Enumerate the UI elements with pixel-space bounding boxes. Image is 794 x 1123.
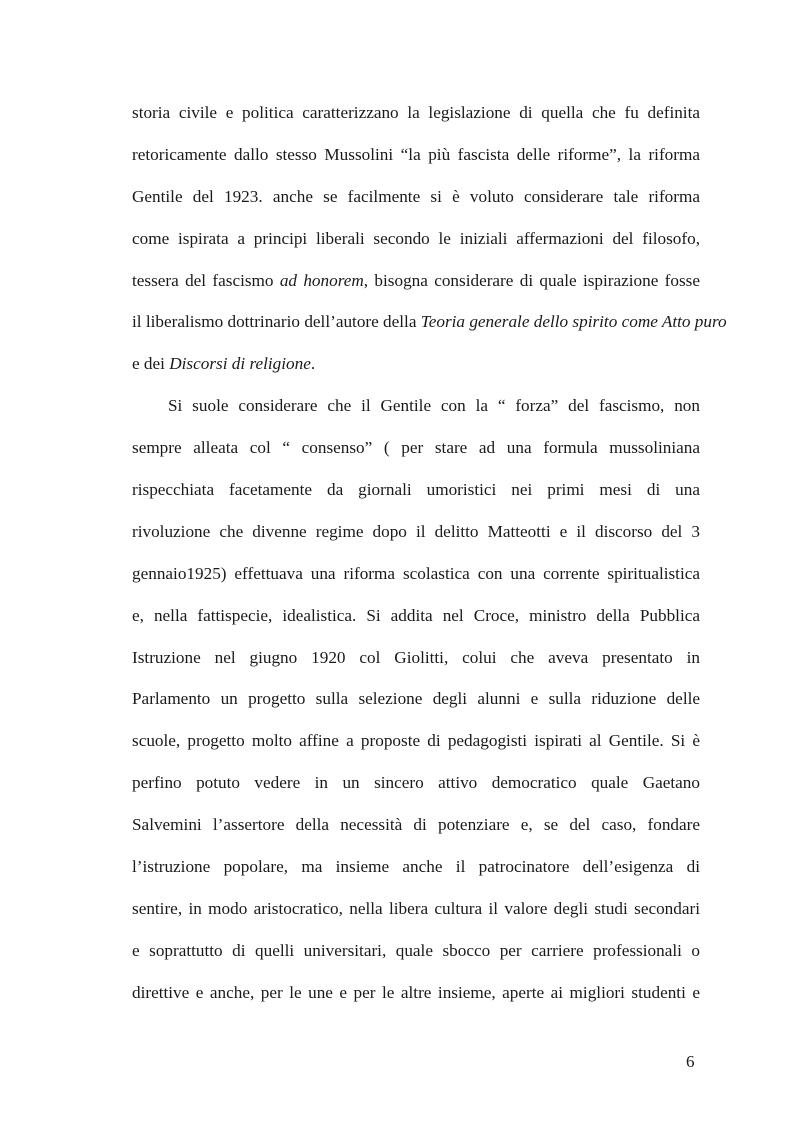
text-line: storia civile e politica caratterizzano la legislazione di quella che fu definita [132, 103, 700, 122]
paragraph-1 [132, 92, 727, 385]
text-span: tessera del fascismo [132, 270, 280, 290]
text-line: rispecchiata facetamente da giornali umoristici nei primi mesi di una [132, 480, 700, 500]
italic-phrase: ad honorem [279, 270, 364, 290]
text-line: e soprattutto di quelli universitari, quale sbocco per carriere professionali o [132, 940, 700, 960]
text-span: . [310, 354, 316, 374]
text-line: e, nella fattispecie, idealistica. Si addita nel Croce, ministro della Pubblica [132, 605, 700, 625]
italic-title: Discorsi di religione [169, 354, 311, 374]
text-line: gennaio1925) effettuava una riforma scolastica con una corrente spiritualistica [132, 563, 700, 583]
document-body [132, 92, 727, 1014]
text-line: direttive e anche, per le une e per le altre insieme, aperte ai migliori studenti e [132, 982, 700, 1002]
text-line: Istruzione nel giugno 1920 col Giolitti, colui che aveva presentato in [132, 647, 700, 667]
text-span: e dei [132, 354, 170, 374]
italic-title: Teoria generale dello spirito come Atto puro [420, 312, 727, 332]
text-line: come ispirata a principi liberali secondo le iniziali affermazioni del filosofo, [132, 228, 700, 248]
text-line [132, 301, 727, 343]
text-span: il liberalismo dottrinario dell’autore della [132, 312, 421, 332]
text-line: Salvemini l’assertore della necessità di potenziare e, se del caso, fondare [132, 815, 700, 835]
text-line: sempre alleata col “ consenso” ( per stare ad una formula mussoliniana [132, 438, 700, 458]
text-line: rivoluzione che divenne regime dopo il delitto Matteotti e il discorso del 3 [132, 521, 700, 541]
text-line [132, 260, 700, 302]
text-line: scuole, progetto molto affine a proposte di pedagogisti ispirati al Gentile. Si è [132, 731, 700, 751]
text-line: retoricamente dallo stesso Mussolini “la più fascista delle riforme”, la riforma [132, 144, 700, 164]
text-line: Parlamento un progetto sulla selezione degli alunni e sulla riduzione delle [132, 689, 700, 709]
text-span: , bisogna considerare di quale ispirazione fosse [363, 270, 700, 290]
text-line: Si suole considerare che il Gentile con la “ forza” del fascismo, non [168, 396, 700, 416]
page-number: 6 [686, 1052, 695, 1071]
text-line: l’istruzione popolare, ma insieme anche il patrocinatore dell’esigenza di [132, 857, 700, 877]
text-line [132, 343, 700, 385]
text-line: sentire, in modo aristocratico, nella libera cultura il valore degli studi secondari [132, 898, 700, 918]
text-line: Gentile del 1923. anche se facilmente si è voluto considerare tale riforma [132, 186, 700, 206]
paragraph-2 [132, 385, 700, 1013]
text-line: perfino potuto vedere in un sincero attivo democratico quale Gaetano [132, 773, 700, 793]
